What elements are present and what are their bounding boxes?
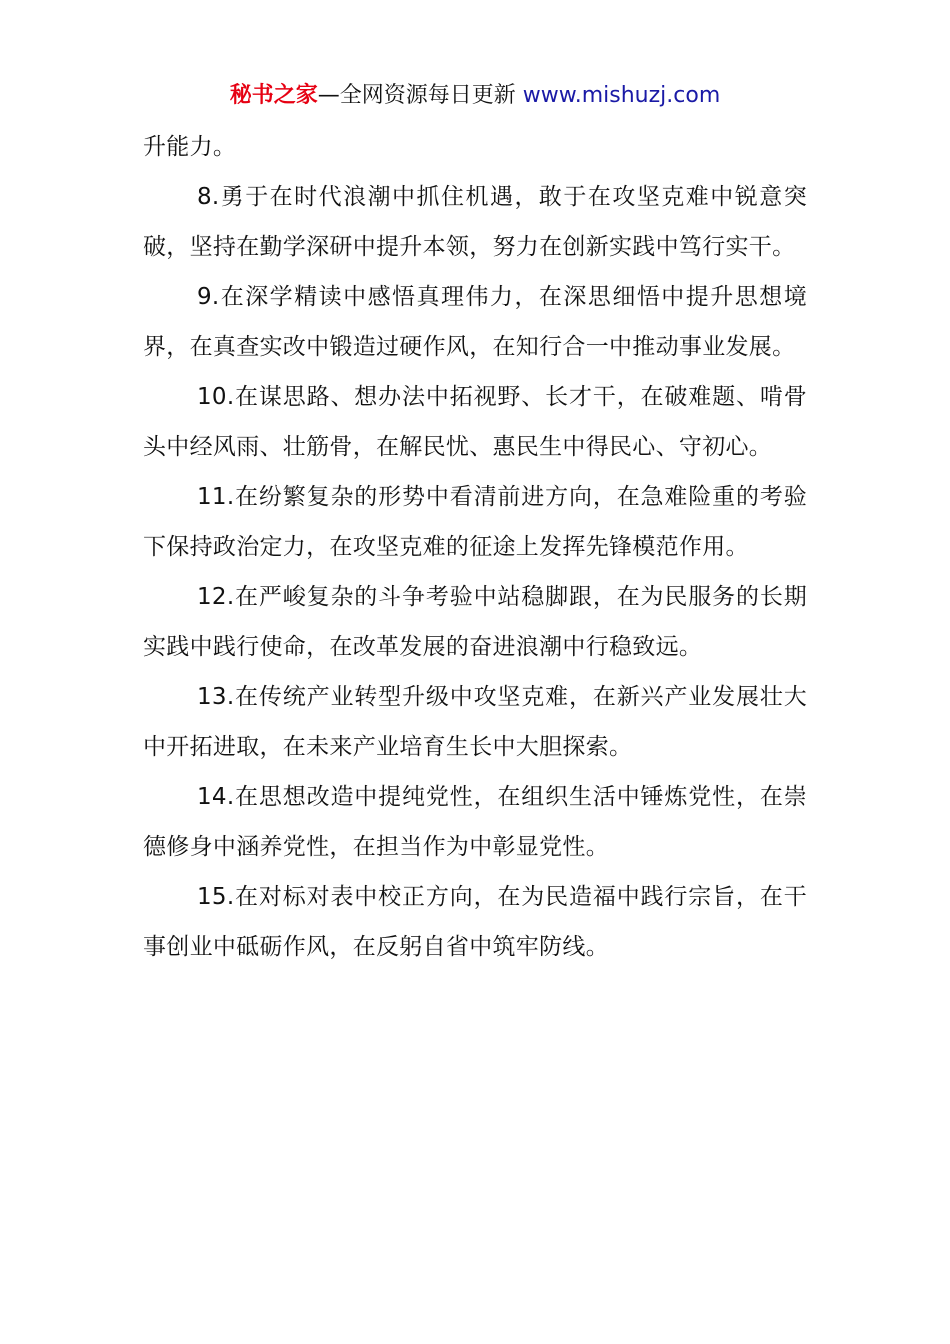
site-brand: 秘书之家 [229, 83, 318, 108]
paragraph-item-15: 15.在对标对表中校正方向，在为民造福中践行宗旨，在干事创业中砥砺作风，在反躬自省中筑牢防线。 [143, 884, 807, 960]
paragraph-item-9: 9.在深学精读中感悟真理伟力，在深思细悟中提升思想境界，在真查实改中锻造过硬作风，在知行合一中推动事业发展。 [143, 284, 807, 360]
paragraph-item-12: 12.在严峻复杂的斗争考验中站稳脚跟，在为民服务的长期实践中践行使命，在改革发展的奋进浪潮中行稳致远。 [143, 584, 807, 660]
paragraph-item-14: 14.在思想改造中提纯党性，在组织生活中锤炼党性，在崇德修身中涵养党性，在担当作为中彰显党性。 [143, 784, 807, 860]
site-tagline: —全网资源每日更新 [317, 83, 516, 108]
page-header [0, 80, 950, 112]
document-body [143, 122, 807, 972]
paragraph-item-13: 13.在传统产业转型升级中攻坚克难，在新兴产业发展壮大中开拓进取，在未来产业培育生长中大胆探索。 [143, 684, 807, 760]
paragraph-item-8: 8.勇于在时代浪潮中抓住机遇，敢于在攻坚克难中锐意突破，坚持在勤学深研中提升本领，努力在创新实践中笃行实干。 [143, 184, 807, 260]
site-url-link[interactable]: www.mishuzj.com [522, 83, 721, 108]
paragraph-item-10: 10.在谋思路、想办法中拓视野、长才干，在破难题、啃骨头中经风雨、壮筋骨，在解民忧、惠民生中得民心、守初心。 [143, 384, 807, 460]
paragraph-item-11: 11.在纷繁复杂的形势中看清前进方向，在急难险重的考验下保持政治定力，在攻坚克难的征途上发挥先锋模范作用。 [143, 484, 807, 560]
paragraph-continuation: 升能力。 [143, 134, 237, 160]
